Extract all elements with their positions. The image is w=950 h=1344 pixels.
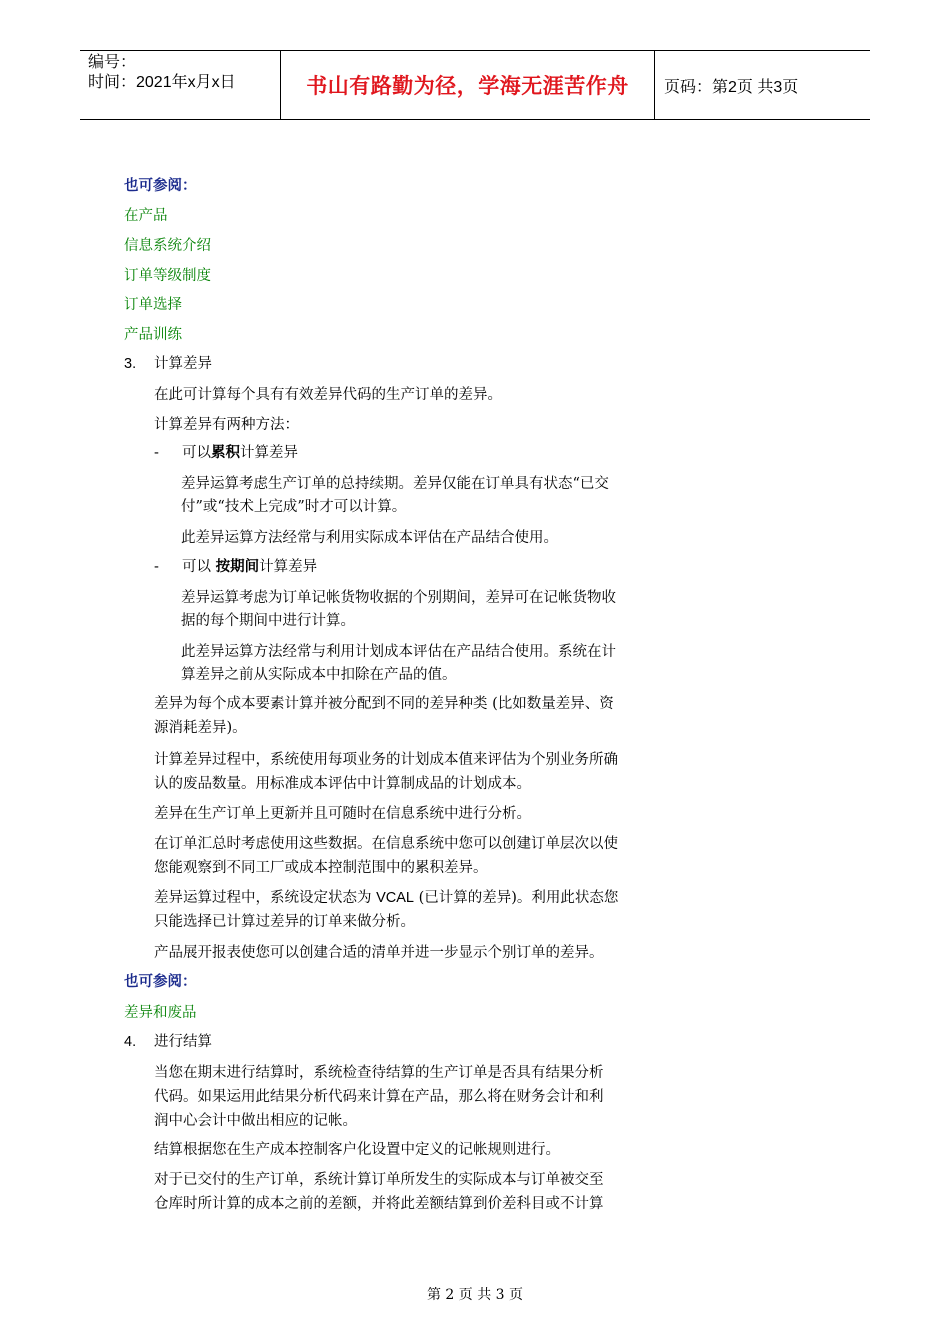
method-emphasis: 累积 — [211, 444, 240, 461]
paragraph-line: 当您在期末进行结算时，系统检查待结算的生产订单是否具有结果分析 — [154, 1065, 604, 1081]
paragraph-line: 据的每个期间中进行计算。 — [181, 613, 355, 629]
paragraph-line: 在订单汇总时考虑使用这些数据。在信息系统中您可以创建订单层次以使 — [154, 836, 618, 852]
paragraph-line: 算差异之前从实际成本中扣除在产品的值。 — [181, 667, 457, 683]
see-also-link[interactable]: 产品训练 — [124, 327, 182, 343]
see-also-heading: 也可参阅： — [124, 177, 197, 194]
see-also-link[interactable]: 信息系统介绍 — [124, 238, 211, 254]
paragraph-line: 您能观察到不同工厂或成本控制范围中的累积差异。 — [154, 860, 488, 876]
status-code: VCAL — [376, 890, 414, 906]
method-text: 计算差异 — [240, 445, 298, 461]
paragraph-line: 差异运算考虑生产订单的总持续期。差异仅能在订单具有状态“已交 — [181, 476, 609, 492]
see-also-link[interactable]: 订单选择 — [124, 297, 182, 313]
section-heading — [124, 1032, 212, 1052]
paragraph-line: 差异运算考虑为订单记帐货物收据的个别期间，差异可在记帐货物收 — [181, 590, 616, 606]
paragraph-line: 差异为每个成本要素计算并被分配到不同的差异种类 (比如数量差异、资 — [154, 696, 614, 712]
header-page-label: 页码：第2页 共3页 — [664, 78, 799, 96]
paragraph-line: 结算根据您在生产成本控制客户化设置中定义的记帐规则进行。 — [154, 1142, 560, 1158]
doc-number-label: 编号： — [88, 54, 137, 71]
paragraph-line: 仓库时所计算的成本之前的差额，并将此差额结算到价差科目或不计算 — [154, 1196, 604, 1212]
section-heading — [124, 354, 212, 374]
doc-date-label: 时间：2021年x月x日 — [88, 74, 236, 91]
method-emphasis: 按期间 — [215, 558, 260, 575]
dash-bullet: - — [154, 445, 159, 461]
page-header — [80, 50, 870, 120]
section-number: 3. — [124, 356, 137, 372]
see-also-link[interactable]: 订单等级制度 — [124, 268, 211, 284]
method-text: 可以 — [182, 445, 211, 461]
method-item — [154, 557, 317, 577]
text-run: 差异运算过程中，系统设定状态为 — [154, 890, 377, 906]
paragraph-line — [154, 888, 618, 908]
paragraph-line: 代码。如果运用此结果分析代码来计算在产品，那么将在财务会计和利 — [154, 1089, 604, 1105]
section-title: 进行结算 — [154, 1034, 212, 1050]
paragraph-line: 产品展开报表使您可以创建合适的清单并进一步显示个别订单的差异。 — [154, 945, 604, 961]
header-divider — [654, 51, 655, 119]
see-also-link[interactable]: 差异和废品 — [124, 1005, 197, 1021]
section-title: 计算差异 — [154, 356, 212, 372]
paragraph-line: 付”或“技术上完成”时才可以计算。 — [181, 499, 407, 515]
paragraph-line: 认的废品数量。用标准成本评估中计算制成品的计划成本。 — [154, 776, 531, 792]
paragraph-line: 润中心会计中做出相应的记帐。 — [154, 1113, 357, 1129]
paragraph-line: 只能选择已计算过差异的订单来做分析。 — [154, 914, 415, 930]
paragraph-line: 此差异运算方法经常与利用实际成本评估在产品结合使用。 — [181, 530, 558, 546]
paragraph-line: 对于已交付的生产订单，系统计算订单所发生的实际成本与订单被交至 — [154, 1172, 604, 1188]
section-number: 4. — [124, 1034, 137, 1050]
text-run: (已计算的差异)。利用此状态您 — [414, 890, 619, 906]
header-meta — [88, 53, 278, 117]
dash-bullet: - — [154, 559, 159, 575]
paragraph: 在此可计算每个具有有效差异代码的生产订单的差异。 — [154, 387, 502, 403]
see-also-heading: 也可参阅： — [124, 973, 197, 990]
paragraph-line: 计算差异过程中，系统使用每项业务的计划成本值来评估为个别业务所确 — [154, 752, 618, 768]
method-text: 可以 — [182, 559, 216, 575]
page-footer: 第 2 页 共 3 页 — [426, 1287, 524, 1303]
paragraph-line: 此差异运算方法经常与利用计划成本评估在产品结合使用。系统在计 — [181, 644, 616, 660]
paragraph-line: 源消耗差异)。 — [154, 720, 247, 736]
paragraph-line: 差异在生产订单上更新并且可随时在信息系统中进行分析。 — [154, 806, 531, 822]
method-text: 计算差异 — [259, 559, 318, 575]
method-item — [154, 443, 298, 463]
header-motto: 书山有路勤为径，学海无涯苦作舟 — [306, 74, 629, 98]
paragraph: 计算差异有两种方法： — [154, 417, 299, 433]
see-also-link[interactable]: 在产品 — [124, 208, 168, 224]
